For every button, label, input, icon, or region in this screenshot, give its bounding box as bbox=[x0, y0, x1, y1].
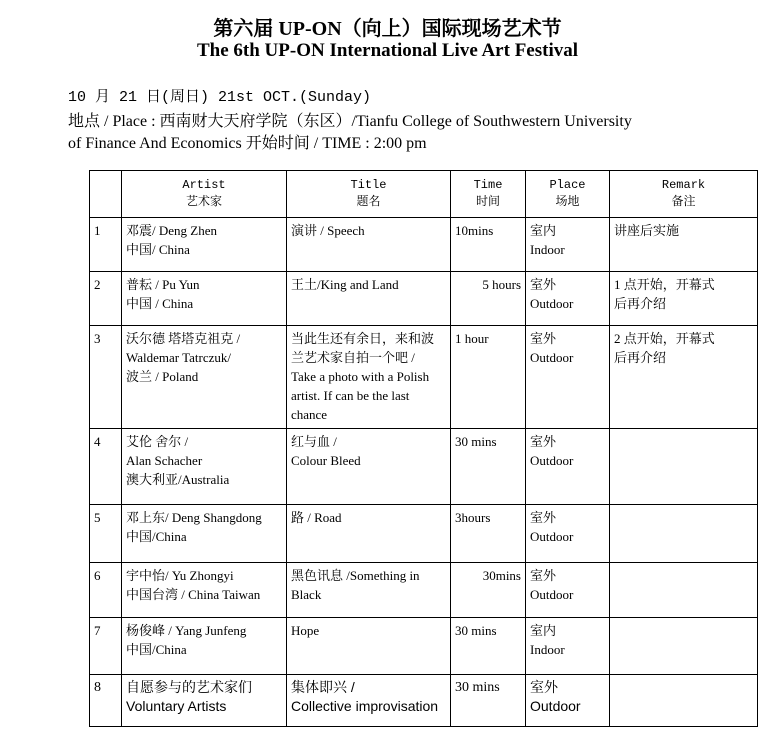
remark-cell bbox=[610, 429, 758, 505]
place-cell bbox=[526, 563, 610, 618]
title-line: 演讲 / Speech bbox=[291, 223, 365, 238]
table-row bbox=[90, 675, 758, 727]
title-line: artist. If can be the last bbox=[291, 388, 410, 403]
remark-cell bbox=[610, 505, 758, 563]
time-cell: 5 hours bbox=[451, 272, 526, 326]
time-cell: 30 mins bbox=[451, 675, 526, 727]
place-cell bbox=[526, 272, 610, 326]
remark-cell bbox=[610, 218, 758, 272]
table-row bbox=[90, 218, 758, 272]
row-number: 1 bbox=[90, 218, 122, 272]
place-cell bbox=[526, 429, 610, 505]
place-line: 室内 bbox=[530, 623, 557, 638]
place-line: Outdoor bbox=[530, 453, 574, 468]
remark-line: 讲座后实施 bbox=[614, 223, 680, 238]
title-line: Collective improvisation bbox=[291, 698, 439, 714]
place-line: Outdoor bbox=[530, 350, 574, 365]
header-time bbox=[451, 171, 526, 218]
place-cell bbox=[526, 326, 610, 429]
table-row bbox=[90, 272, 758, 326]
title-line: 路 / Road bbox=[291, 510, 342, 525]
place-line: Indoor bbox=[530, 642, 565, 657]
title-line: Black bbox=[291, 587, 322, 602]
time-cell: 1 hour bbox=[451, 326, 526, 429]
remark-line: 后再介绍 bbox=[614, 296, 667, 311]
remark-line: 2 点开始，开幕式 bbox=[614, 331, 715, 346]
title-cell bbox=[287, 326, 451, 429]
header-no bbox=[90, 171, 122, 218]
title-line: 黑色讯息 /Something in bbox=[291, 568, 420, 583]
time-cell: 3hours bbox=[451, 505, 526, 563]
header-title-cn: 题名 bbox=[356, 195, 381, 209]
artist-line: 中国台湾 / China Taiwan bbox=[126, 587, 261, 602]
artist-line: Waldemar Tatrczuk/ bbox=[126, 350, 232, 365]
header-artist bbox=[122, 171, 287, 218]
title-line: 兰艺术家自拍一个吧 / bbox=[291, 350, 415, 365]
time-cell: 30 mins bbox=[451, 429, 526, 505]
artist-cell bbox=[122, 618, 287, 675]
header-time-en: Time bbox=[473, 178, 503, 192]
remark-cell bbox=[610, 675, 758, 727]
schedule-table bbox=[89, 170, 758, 727]
event-place: 地点 / Place : 西南财大天府学院（东区）/Tianfu College of Southwestern University bbox=[68, 113, 632, 130]
remark-cell bbox=[610, 272, 758, 326]
title-cell bbox=[287, 272, 451, 326]
title-line: 红与血 / bbox=[291, 434, 337, 449]
title-line: Hope bbox=[291, 623, 320, 638]
artist-line: 中国/China bbox=[126, 642, 187, 657]
artist-line: 邓震/ Deng Zhen bbox=[126, 223, 217, 238]
remark-line: 后再介绍 bbox=[614, 350, 667, 365]
table-header-row bbox=[90, 171, 758, 218]
artist-line: 澳大利亚/Australia bbox=[126, 472, 230, 487]
row-number: 7 bbox=[90, 618, 122, 675]
title-cell bbox=[287, 618, 451, 675]
place-line: Outdoor bbox=[530, 529, 574, 544]
event-date-text: 10 月 21 日(周日) 21st OCT.(Sunday) bbox=[68, 89, 372, 106]
place-line: Indoor bbox=[530, 242, 565, 257]
title-line: chance bbox=[291, 407, 328, 422]
time-cell: 30 mins bbox=[451, 618, 526, 675]
row-number: 6 bbox=[90, 563, 122, 618]
table-row bbox=[90, 505, 758, 563]
place-line: 室外 bbox=[530, 277, 557, 292]
artist-cell bbox=[122, 326, 287, 429]
title-cell bbox=[287, 429, 451, 505]
header-place-en: Place bbox=[549, 178, 586, 192]
header-place-cn: 场地 bbox=[555, 195, 580, 209]
table-row bbox=[90, 618, 758, 675]
artist-cell bbox=[122, 563, 287, 618]
place-line: 室外 bbox=[530, 434, 557, 449]
header-artist-en: Artist bbox=[182, 178, 226, 192]
artist-line: 杨俊峰 / Yang Junfeng bbox=[126, 623, 247, 638]
place-line: Outdoor bbox=[530, 296, 574, 311]
remark-cell bbox=[610, 618, 758, 675]
event-date bbox=[68, 85, 371, 106]
header-artist-cn: 艺术家 bbox=[185, 195, 222, 209]
header-title-en: Title bbox=[350, 178, 387, 192]
place-line: Outdoor bbox=[530, 698, 581, 714]
artist-line: 普耘 / Pu Yun bbox=[126, 277, 200, 292]
artist-line: 中国 / China bbox=[126, 296, 194, 311]
artist-line: Alan Schacher bbox=[126, 453, 203, 468]
remark-line: 1 点开始，开幕式 bbox=[614, 277, 715, 292]
title-cell bbox=[287, 505, 451, 563]
row-number: 5 bbox=[90, 505, 122, 563]
artist-line: 邓上东/ Deng Shangdong bbox=[126, 510, 262, 525]
title-line: Take a photo with a Polish bbox=[291, 369, 430, 384]
table-row bbox=[90, 326, 758, 429]
festival-title-chinese: 第六届 UP-ON（向上）国际现场艺术节 bbox=[213, 18, 562, 40]
place-line: 室外 bbox=[530, 679, 558, 695]
place-line: 室外 bbox=[530, 510, 557, 525]
artist-line: 自愿参与的艺术家们 bbox=[126, 679, 252, 695]
header-time-cn: 时间 bbox=[475, 195, 500, 209]
artist-line: 中国/ China bbox=[126, 242, 190, 257]
row-number: 3 bbox=[90, 326, 122, 429]
artist-line: 波兰 / Poland bbox=[126, 369, 199, 384]
artist-cell bbox=[122, 675, 287, 727]
place-cell bbox=[526, 218, 610, 272]
place-line: 室外 bbox=[530, 331, 557, 346]
table-row bbox=[90, 429, 758, 505]
title-line: 集体即兴 / bbox=[291, 679, 355, 695]
place-cell bbox=[526, 618, 610, 675]
title-cell bbox=[287, 675, 451, 727]
header-remark bbox=[610, 171, 758, 218]
artist-line: 中国/China bbox=[126, 529, 187, 544]
remark-cell bbox=[610, 326, 758, 429]
festival-title-english: The 6th UP-ON International Live Art Festival bbox=[196, 40, 579, 61]
place-line: Outdoor bbox=[530, 587, 574, 602]
title-cell bbox=[287, 218, 451, 272]
title-line: 王土/King and Land bbox=[291, 277, 399, 292]
place-cell bbox=[526, 675, 610, 727]
header-remark-en: Remark bbox=[661, 178, 706, 192]
row-number: 8 bbox=[90, 675, 122, 727]
place-cell bbox=[526, 505, 610, 563]
table-row bbox=[90, 563, 758, 618]
header-remark-cn: 备注 bbox=[671, 195, 696, 209]
artist-cell bbox=[122, 429, 287, 505]
time-cell: 10mins bbox=[451, 218, 526, 272]
row-number: 4 bbox=[90, 429, 122, 505]
title-line: Colour Bleed bbox=[291, 453, 361, 468]
artist-line: 宇中怡/ Yu Zhongyi bbox=[126, 568, 234, 583]
title-cell bbox=[287, 563, 451, 618]
event-place-time: of Finance And Economics 开始时间 / TIME : 2:00 pm bbox=[68, 135, 427, 152]
header-place bbox=[526, 171, 610, 218]
artist-cell bbox=[122, 218, 287, 272]
artist-cell bbox=[122, 505, 287, 563]
header-title bbox=[287, 171, 451, 218]
artist-line: 艾伦 舍尔 / bbox=[126, 434, 189, 449]
place-line: 室内 bbox=[530, 223, 557, 238]
place-line: 室外 bbox=[530, 568, 557, 583]
artist-line: Voluntary Artists bbox=[126, 698, 227, 714]
artist-line: 沃尔德 塔塔克祖克 / bbox=[126, 331, 241, 346]
artist-cell bbox=[122, 272, 287, 326]
remark-cell bbox=[610, 563, 758, 618]
title-line: 当此生还有余日，来和波 bbox=[291, 331, 435, 346]
time-cell: 30mins bbox=[451, 563, 526, 618]
schedule-body bbox=[90, 218, 758, 727]
row-number: 2 bbox=[90, 272, 122, 326]
